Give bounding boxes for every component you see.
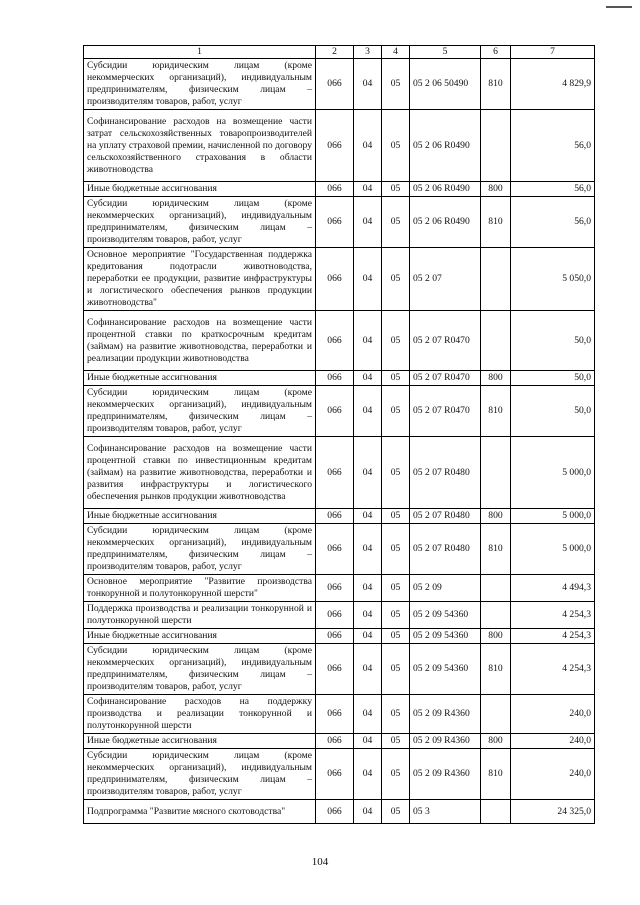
row-ministry-code: 066 (316, 59, 354, 110)
table-row (84, 734, 595, 749)
table-row (84, 248, 595, 311)
row-expense-type (481, 437, 511, 509)
row-expense-type: 800 (481, 629, 511, 644)
row-ministry-code: 066 (316, 749, 354, 800)
table-row (84, 509, 595, 524)
row-subsection-code: 05 (382, 371, 410, 386)
row-subsection-code: 05 (382, 386, 410, 437)
row-target-article: 05 2 06 R0490 (410, 110, 481, 182)
row-expense-type (481, 602, 511, 629)
row-subsection-code: 05 (382, 110, 410, 182)
row-expense-type (481, 800, 511, 824)
header-cell-1: 1 (84, 46, 316, 59)
row-amount: 4 494,3 (511, 575, 595, 602)
table-row (84, 644, 595, 695)
row-amount: 24 325,0 (511, 800, 595, 824)
row-ministry-code: 066 (316, 734, 354, 749)
row-ministry-code: 066 (316, 197, 354, 248)
table-body (84, 46, 595, 824)
row-description: Иные бюджетные ассигнования (84, 509, 316, 524)
row-target-article: 05 2 09 54360 (410, 644, 481, 695)
row-subsection-code: 05 (382, 695, 410, 734)
row-section-code: 04 (354, 734, 382, 749)
table-row (84, 575, 595, 602)
row-amount: 56,0 (511, 197, 595, 248)
table-row (84, 602, 595, 629)
row-description: Субсидии юридическим лицам (кроме некоммерческих организаций), индивидуальным предпринимателям, физическим лицам – производителям товаров, работ, услуг (84, 749, 316, 800)
row-subsection-code: 05 (382, 575, 410, 602)
row-ministry-code: 066 (316, 311, 354, 371)
row-amount: 240,0 (511, 749, 595, 800)
row-description: Субсидии юридическим лицам (кроме некоммерческих организаций), индивидуальным предпринимателям, физическим лицам – производителям товаров, работ, услуг (84, 644, 316, 695)
row-section-code: 04 (354, 575, 382, 602)
row-expense-type: 810 (481, 197, 511, 248)
row-description: Софинансирование расходов на поддержку производства и реализации тонкорунной и полутонкорунной шерсти (84, 695, 316, 734)
table-row (84, 371, 595, 386)
row-expense-type (481, 110, 511, 182)
row-ministry-code: 066 (316, 248, 354, 311)
table-row (84, 800, 595, 824)
row-target-article: 05 2 07 R0480 (410, 437, 481, 509)
row-subsection-code: 05 (382, 311, 410, 371)
table-row (84, 110, 595, 182)
row-amount: 5 000,0 (511, 524, 595, 575)
row-target-article: 05 2 07 R0470 (410, 311, 481, 371)
row-section-code: 04 (354, 509, 382, 524)
row-target-article: 05 2 09 54360 (410, 629, 481, 644)
row-subsection-code: 05 (382, 629, 410, 644)
row-target-article: 05 2 07 R0480 (410, 524, 481, 575)
row-target-article: 05 2 07 (410, 248, 481, 311)
row-description: Субсидии юридическим лицам (кроме некоммерческих организаций), индивидуальным предпринимателям, физическим лицам – производителям товаров, работ, услуг (84, 386, 316, 437)
row-description: Софинансирование расходов на возмещение части процентной ставки по инвестиционным кредитам (займам) на развитие животноводства, переработки и развития инфраструктуры и логистического обеспечения рынков продукции животноводства (84, 437, 316, 509)
row-ministry-code: 066 (316, 371, 354, 386)
table-row (84, 59, 595, 110)
row-description: Иные бюджетные ассигнования (84, 734, 316, 749)
header-cell-3: 3 (354, 46, 382, 59)
row-description: Подпрограмма "Развитие мясного скотоводства" (84, 800, 316, 824)
row-target-article: 05 2 09 R4360 (410, 734, 481, 749)
row-subsection-code: 05 (382, 182, 410, 197)
row-description: Основное мероприятие "Развитие производства тонкорунной и полутонкорунной шерсти" (84, 575, 316, 602)
row-amount: 4 829,9 (511, 59, 595, 110)
row-ministry-code: 066 (316, 524, 354, 575)
row-target-article: 05 2 09 (410, 575, 481, 602)
row-description: Иные бюджетные ассигнования (84, 629, 316, 644)
row-amount: 5 050,0 (511, 248, 595, 311)
header-cell-5: 5 (410, 46, 481, 59)
row-subsection-code: 05 (382, 734, 410, 749)
row-expense-type: 810 (481, 644, 511, 695)
page-number: 104 (311, 856, 329, 868)
row-target-article: 05 2 06 R0490 (410, 197, 481, 248)
row-amount: 5 000,0 (511, 509, 595, 524)
row-expense-type: 810 (481, 749, 511, 800)
row-section-code: 04 (354, 110, 382, 182)
row-section-code: 04 (354, 644, 382, 695)
row-amount: 4 254,3 (511, 629, 595, 644)
row-target-article: 05 2 09 R4360 (410, 749, 481, 800)
row-description: Иные бюджетные ассигнования (84, 182, 316, 197)
row-expense-type: 810 (481, 59, 511, 110)
header-cell-4: 4 (382, 46, 410, 59)
table-row (84, 182, 595, 197)
row-target-article: 05 2 06 R0490 (410, 182, 481, 197)
row-section-code: 04 (354, 437, 382, 509)
row-amount: 50,0 (511, 371, 595, 386)
row-section-code: 04 (354, 524, 382, 575)
row-expense-type (481, 248, 511, 311)
header-cell-6: 6 (481, 46, 511, 59)
row-section-code: 04 (354, 800, 382, 824)
row-ministry-code: 066 (316, 629, 354, 644)
row-target-article: 05 2 07 R0480 (410, 509, 481, 524)
row-ministry-code: 066 (316, 386, 354, 437)
row-description: Софинансирование расходов на возмещение части затрат сельскохозяйственных товаропроизводителей на уплату страховой премии, начисленной по договору сельскохозяйственного страхования в области животноводства (84, 110, 316, 182)
row-subsection-code: 05 (382, 248, 410, 311)
table-row (84, 524, 595, 575)
row-ministry-code: 066 (316, 602, 354, 629)
row-description: Субсидии юридическим лицам (кроме некоммерческих организаций), индивидуальным предпринимателям, физическим лицам – производителям товаров, работ, услуг (84, 524, 316, 575)
row-subsection-code: 05 (382, 197, 410, 248)
row-expense-type: 800 (481, 509, 511, 524)
row-subsection-code: 05 (382, 749, 410, 800)
row-ministry-code: 066 (316, 437, 354, 509)
row-section-code: 04 (354, 371, 382, 386)
row-amount: 240,0 (511, 695, 595, 734)
row-section-code: 04 (354, 311, 382, 371)
row-subsection-code: 05 (382, 509, 410, 524)
row-expense-type (481, 695, 511, 734)
row-ministry-code: 066 (316, 182, 354, 197)
scan-corner-mark (606, 6, 632, 8)
row-amount: 56,0 (511, 182, 595, 197)
row-target-article: 05 2 09 54360 (410, 602, 481, 629)
row-expense-type: 800 (481, 182, 511, 197)
table-row (84, 749, 595, 800)
row-ministry-code: 066 (316, 800, 354, 824)
row-description: Иные бюджетные ассигнования (84, 371, 316, 386)
row-ministry-code: 066 (316, 575, 354, 602)
table-row (84, 437, 595, 509)
row-amount: 4 254,3 (511, 602, 595, 629)
row-description: Субсидии юридическим лицам (кроме некоммерческих организаций), индивидуальным предпринимателям, физическим лицам – производителям товаров, работ, услуг (84, 59, 316, 110)
row-target-article: 05 2 06 50490 (410, 59, 481, 110)
row-target-article: 05 2 09 R4360 (410, 695, 481, 734)
budget-table (83, 45, 595, 824)
header-cell-7: 7 (511, 46, 595, 59)
row-subsection-code: 05 (382, 524, 410, 575)
row-ministry-code: 066 (316, 644, 354, 695)
table-row (84, 386, 595, 437)
row-section-code: 04 (354, 248, 382, 311)
row-section-code: 04 (354, 602, 382, 629)
row-amount: 50,0 (511, 386, 595, 437)
table-row (84, 197, 595, 248)
header-cell-2: 2 (316, 46, 354, 59)
row-subsection-code: 05 (382, 59, 410, 110)
header-row (84, 46, 595, 59)
row-section-code: 04 (354, 197, 382, 248)
table-row (84, 695, 595, 734)
row-ministry-code: 066 (316, 695, 354, 734)
table-row (84, 629, 595, 644)
row-section-code: 04 (354, 386, 382, 437)
row-description: Поддержка производства и реализации тонкорунной и полутонкорунной шерсти (84, 602, 316, 629)
row-ministry-code: 066 (316, 110, 354, 182)
row-amount: 50,0 (511, 311, 595, 371)
row-subsection-code: 05 (382, 644, 410, 695)
row-section-code: 04 (354, 629, 382, 644)
row-section-code: 04 (354, 695, 382, 734)
row-amount: 4 254,3 (511, 644, 595, 695)
row-amount: 240,0 (511, 734, 595, 749)
row-section-code: 04 (354, 749, 382, 800)
row-description: Софинансирование расходов на возмещение части процентной ставки по краткосрочным кредитам (займам) на развитие животноводства, переработки и реализации продукции животноводства (84, 311, 316, 371)
row-expense-type (481, 575, 511, 602)
row-description: Основное мероприятие "Государственная поддержка кредитования подотрасли животноводства, переработки ее продукции, развитие инфраструктуры и логистического обеспечения рынков продукции животноводства" (84, 248, 316, 311)
row-expense-type (481, 311, 511, 371)
row-description: Субсидии юридическим лицам (кроме некоммерческих организаций), индивидуальным предпринимателям, физическим лицам – производителям товаров, работ, услуг (84, 197, 316, 248)
row-amount: 56,0 (511, 110, 595, 182)
row-section-code: 04 (354, 59, 382, 110)
row-subsection-code: 05 (382, 602, 410, 629)
row-expense-type: 810 (481, 524, 511, 575)
row-target-article: 05 2 07 R0470 (410, 386, 481, 437)
row-ministry-code: 066 (316, 509, 354, 524)
row-expense-type: 800 (481, 734, 511, 749)
row-subsection-code: 05 (382, 800, 410, 824)
row-target-article: 05 2 07 R0470 (410, 371, 481, 386)
row-target-article: 05 3 (410, 800, 481, 824)
row-expense-type: 810 (481, 386, 511, 437)
row-section-code: 04 (354, 182, 382, 197)
row-amount: 5 000,0 (511, 437, 595, 509)
row-subsection-code: 05 (382, 437, 410, 509)
row-expense-type: 800 (481, 371, 511, 386)
table-row (84, 311, 595, 371)
